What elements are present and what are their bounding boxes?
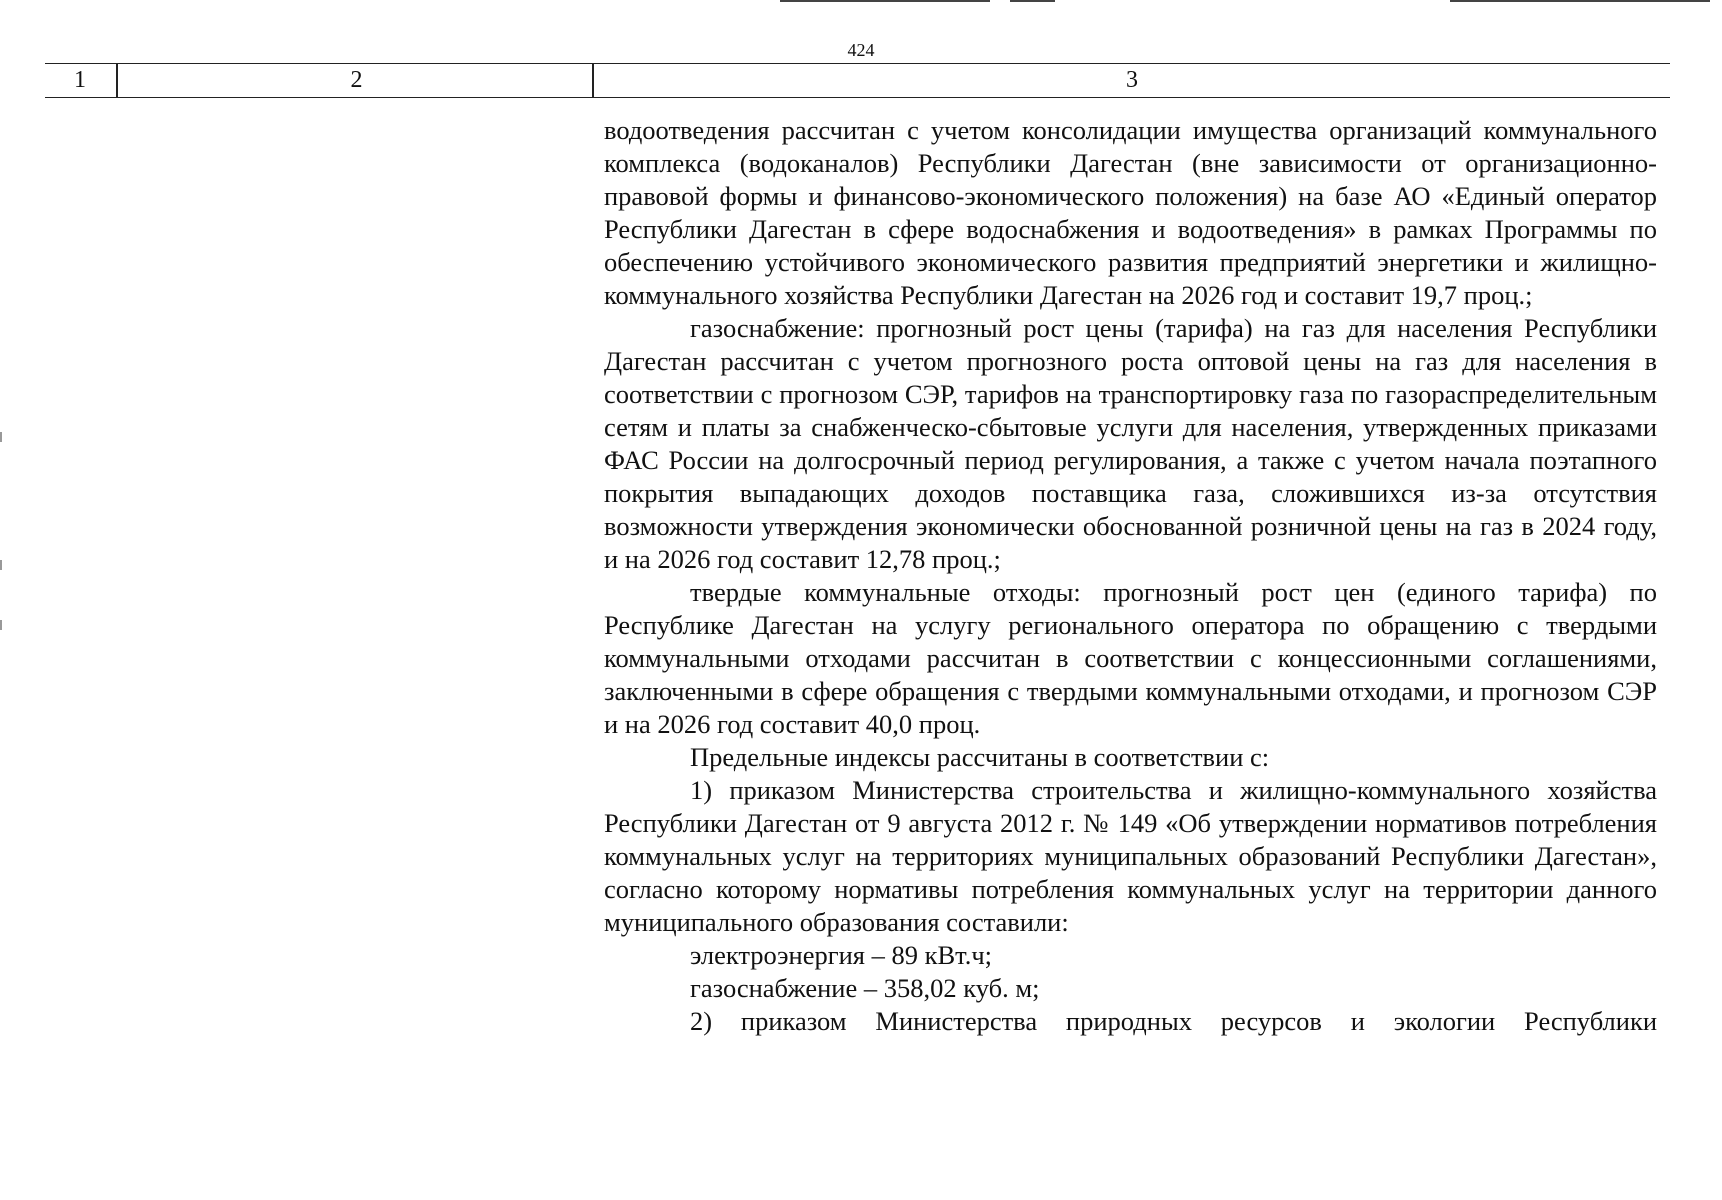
column-3-header: 3 bbox=[1126, 67, 1138, 93]
page-number: 424 bbox=[847, 40, 875, 60]
paragraph: 2) приказом Министерства природных ресурсов и экологии Республики bbox=[690, 1006, 1657, 1036]
column-2-header: 2 bbox=[350, 67, 363, 93]
scan-margin-mark bbox=[0, 620, 2, 630]
paragraph: 1) приказом Министерства строительства и жилищно-коммунального хозяйства Республики Дагестан от 9 августа 2012 г. № 149 «Об утверждении нормативов потребления коммунальных услуг на территориях муниципальных образований Республики Дагестан», согласно которому нормативы потребления коммунальных услуг на территории данного муниципального образования составили: bbox=[604, 775, 1657, 937]
scan-edge-mark bbox=[780, 0, 990, 2]
scan-margin-mark bbox=[0, 432, 2, 442]
paragraph: водоотведения рассчитан с учетом консолидации имущества организаций коммунального комплекса (водоканалов) Республики Дагестан (вне зависимости от организационно-правовой формы и финансово-экономического положения) на базе АО «Единый оператор Республики Дагестан в сфере водоснабжения и водоотведения» в рамках Программы по обеспечению устойчивого экономического развития предприятий энергетики и жилищно-коммунального хозяйства Республики Дагестан на 2026 год и составит 19,7 проц.; bbox=[604, 115, 1657, 310]
paragraph: газоснабжение – 358,02 куб. м; bbox=[690, 973, 1040, 1003]
scan-edge-mark bbox=[1450, 0, 1710, 2]
paragraph: Предельные индексы рассчитаны в соответствии с: bbox=[690, 742, 1270, 772]
scan-edge-mark bbox=[1010, 0, 1055, 2]
column-1-header: 1 bbox=[74, 67, 86, 93]
paragraph: электроэнергия – 89 кВт.ч; bbox=[690, 940, 993, 970]
document-body bbox=[604, 114, 1657, 1038]
paragraph: твердые коммунальные отходы: прогнозный рост цен (единого тарифа) по Республике Дагестан на услугу регионального оператора по обращению с твердыми коммунальными отходами рассчитан в соответствии с концессионными соглашениями, заключенными в сфере обращения с твердыми коммунальными отходами, и прогнозом СЭР и на 2026 год составит 40,0 проц. bbox=[604, 577, 1657, 739]
paragraph: газоснабжение: прогнозный рост цены (тарифа) на газ для населения Республики Дагестан рассчитан с учетом прогнозного роста оптовой цены на газ для населения в соответствии с прогнозом СЭР, тарифов на транспортировку газа по газораспределительным сетям и платы за снабженческо-сбытовые услуги для населения, утвержденных приказами ФАС России на долгосрочный период регулирования, а также с учетом начала поэтапного покрытия выпадающих доходов поставщика газа, сложившихся из-за отсутствия возможности утверждения экономически обоснованной розничной цены на газ в 2024 году, и на 2026 год составит 12,78 проц.; bbox=[604, 313, 1657, 574]
scan-margin-mark bbox=[0, 560, 2, 570]
table-header-row bbox=[45, 63, 1670, 98]
